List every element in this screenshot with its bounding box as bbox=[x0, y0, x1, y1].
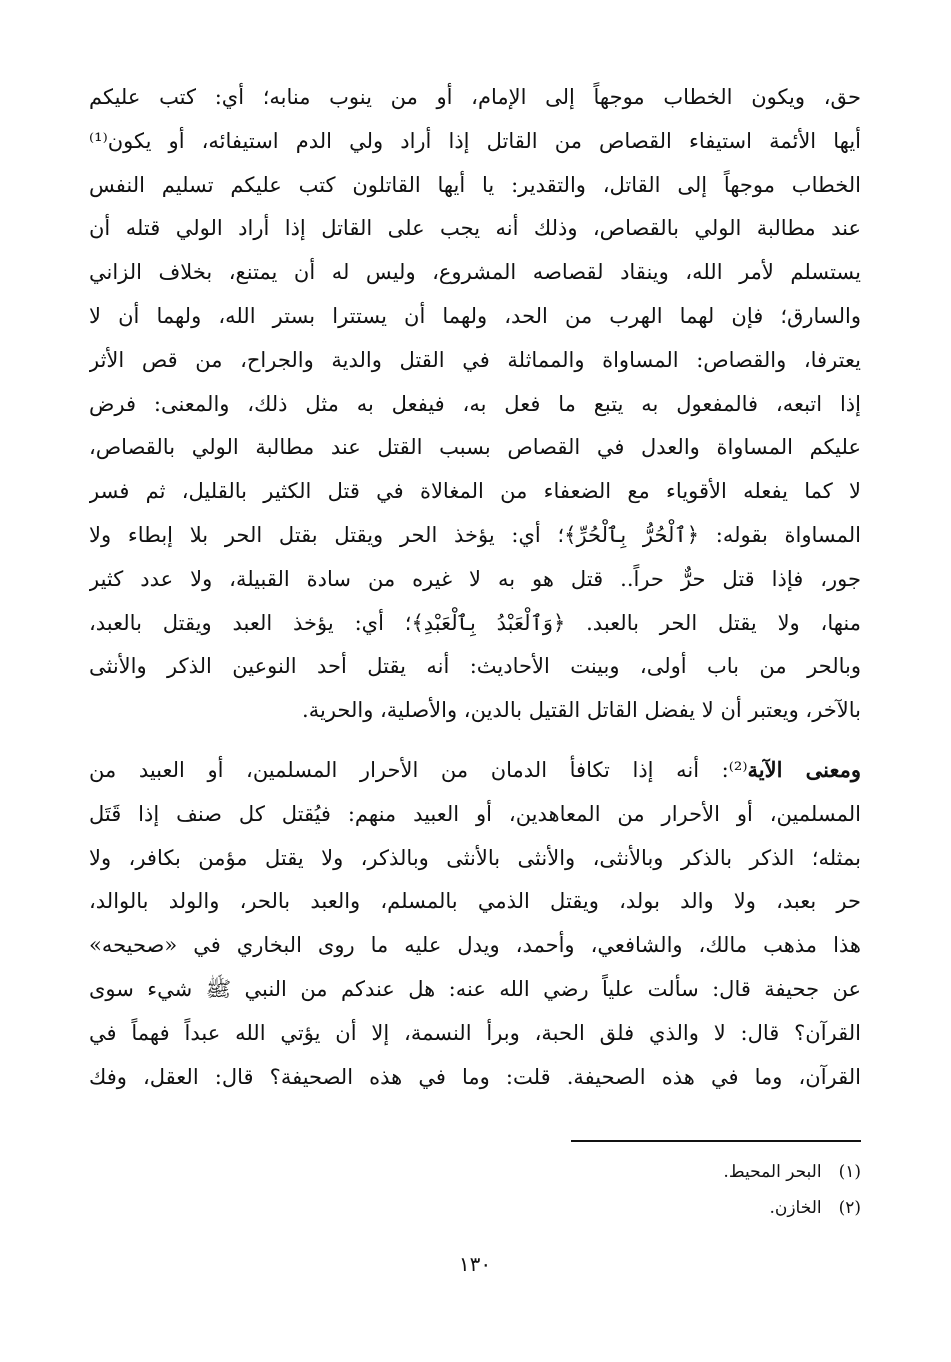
text-line: القرآن، وما في هذه الصحيفة. قلت: وما في هذه الصحيفة؟ قال: العقل، وفك bbox=[89, 1064, 861, 1089]
text-line: هذا مذهب مالك، والشافعي، وأحمد، ويدل عليه ما روى البخاري في «صحيحه» bbox=[89, 933, 861, 958]
paragraph-2 bbox=[89, 748, 861, 1099]
text-line: المسلمين، أو الأحرار من المعاهدين، أو العبيد منهم: فيُقتل كل صنف إذا قَتَل bbox=[89, 801, 861, 826]
line-rest: : أنه إذا تكافأ الدمان من الأحرار المسلمين، أو العبيد من bbox=[89, 757, 729, 782]
text-line: جور، فإذا قتل حرٌّ حراً.. قتل هو به لا غيره من سادة القبيلة، ولا عدد كثير bbox=[89, 566, 861, 591]
text-line: عن جحيفة قال: سألت علياً رضي الله عنه: هل عندكم من النبي ﷺ شيء سوى bbox=[89, 976, 861, 1001]
text-line: حر بعبد، ولا والد بولد، ويقتل الذمي بالمسلم، والعبد بالحر، والولد بالوالد، bbox=[89, 889, 861, 914]
footnote-number: (١) bbox=[838, 1162, 861, 1182]
footnote-separator bbox=[571, 1140, 861, 1142]
text-line: لا كما يفعله الأقوياء مع الضعفاء من المغالاة في قتل الكثير بالقليل، ثم فسر bbox=[89, 479, 861, 504]
text-line: بمثله؛ الذكر بالذكر وبالأنثى، والأنثى بالأنثى وبالذكر، ولا يقتل مؤمن بكافر، ولا bbox=[89, 845, 861, 870]
text-line: حق، ويكون الخطاب موجهاً إلى الإمام، أو من ينوب منابه؛ أي: كتب عليكم bbox=[89, 85, 861, 109]
footnote-number: (٢) bbox=[838, 1198, 861, 1218]
footnote-1 bbox=[89, 1154, 861, 1190]
text-line: بالآخر، ويعتبر أن لا يفضل القاتل القتيل بالدين، والأصلية، والحرية. bbox=[302, 698, 861, 723]
text-line: يستسلم لأمر الله، وينقاد لقصاصه المشروع، وليس له أن يمتنع، بخلاف الزاني bbox=[89, 260, 861, 285]
paragraph-lead: ومعنى الآية bbox=[747, 756, 861, 782]
footnote-2 bbox=[89, 1190, 861, 1226]
text-line: المساواة بقوله: ﴿ٱلْحُرُّ بِٱلْحُرِّ﴾؛ أي: يؤخذ الحر ويقتل بقتل الحر بلا إبطاء ولا bbox=[89, 522, 861, 547]
page-number: ١٣٠ bbox=[458, 1252, 492, 1276]
text-line: عند مطالبة الولي بالقصاص، وذلك أنه يجب على القاتل إذا أراد الولي قتله أن bbox=[89, 216, 861, 241]
text-line: أيها الأئمة استيفاء القصاص من القاتل إذا أراد ولي الدم استيفائه، أو يكون⁽¹⁾ bbox=[89, 128, 861, 153]
footnote-marker: ⁽²⁾ bbox=[728, 757, 748, 782]
text-line: القرآن؟ قال: لا والذي فلق الحبة، وبرأ النسمة، إلا أن يؤتي الله عبداً فهماً في bbox=[89, 1020, 861, 1045]
footnote-text: الخازن. bbox=[769, 1198, 822, 1218]
footnotes bbox=[89, 1154, 861, 1226]
text-line: يعترفا، والقصاص: المساواة والمماثلة في القتل والدية والجراح، من قص الأثر bbox=[89, 347, 861, 372]
text-line: وبالحر من باب أولى، وبينت الأحاديث: أنه يقتل أحد النوعين الذكر والأنثى bbox=[89, 654, 861, 679]
text-line: عليكم المساواة والعدل في القصاص بسبب القتل عند مطالبة الولي بالقصاص، bbox=[89, 435, 861, 460]
text-line bbox=[89, 748, 861, 793]
paragraph-1 bbox=[89, 76, 861, 733]
book-page bbox=[89, 76, 861, 1362]
footnote-text: البحر المحيط. bbox=[723, 1162, 822, 1182]
text-line: منها، ولا يقتل الحر بالعبد. ﴿وَٱلْعَبْدُ بِٱلْعَبْدِ﴾؛ أي: يؤخذ العبد ويقتل بالعبد، bbox=[89, 610, 861, 635]
text-line: والسارق؛ فإن لهما الهرب من الحد، ولهما أن يستترا بستر الله، ولهما أن لا bbox=[89, 303, 861, 328]
text-line: الخطاب موجهاً إلى القاتل، والتقدير: يا أيها القاتلون كتب عليكم تسليم النفس bbox=[89, 172, 861, 197]
text-line: إذا اتبعه، فالمفعول به يتبع ما فعل به، فيفعل به مثل ذلك، والمعنى: فرض bbox=[89, 391, 861, 416]
